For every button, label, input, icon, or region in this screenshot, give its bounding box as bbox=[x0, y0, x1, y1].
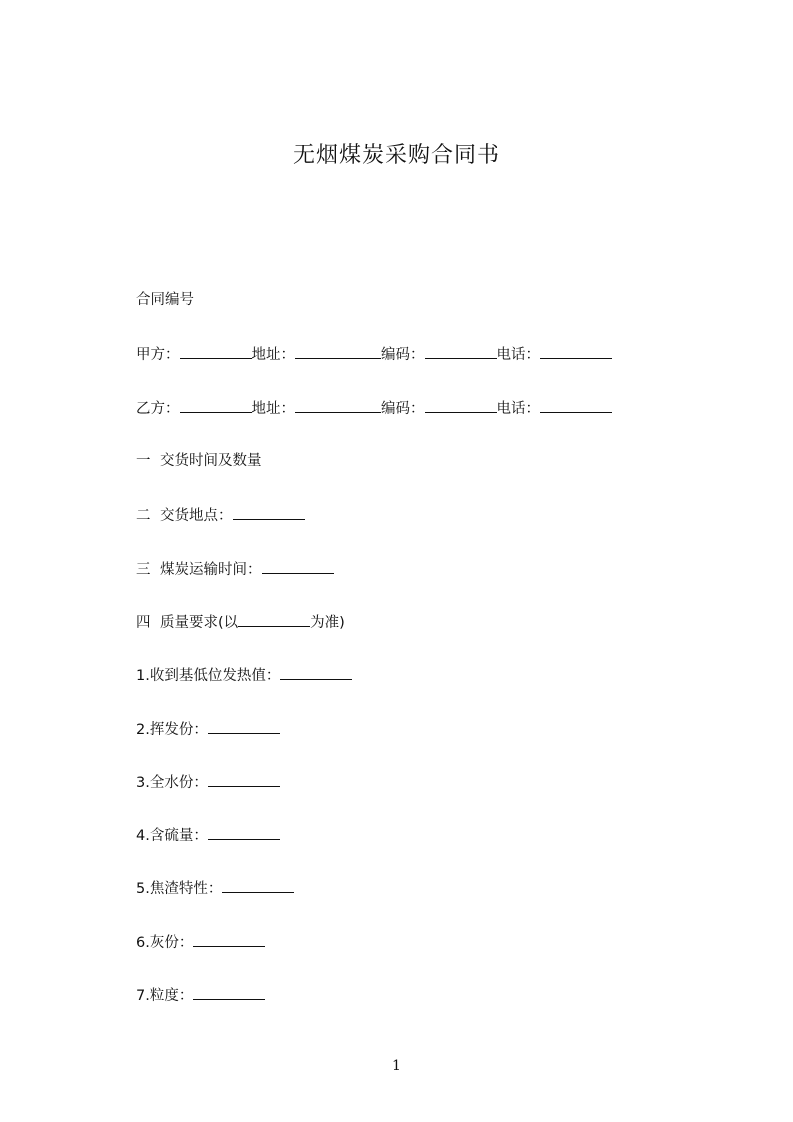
quality-item-blank[interactable] bbox=[193, 932, 265, 947]
party-a-phone-label: 电话： bbox=[496, 347, 540, 363]
party-a-phone-blank[interactable] bbox=[540, 344, 612, 359]
party-a-label: 甲方： bbox=[136, 347, 180, 363]
quality-item-label: 6.灰份： bbox=[136, 935, 194, 951]
section-1-text: 交货时间及数量 bbox=[160, 453, 262, 469]
party-b-name-blank[interactable] bbox=[180, 398, 252, 413]
quality-item bbox=[136, 985, 265, 1006]
quality-item-blank[interactable] bbox=[193, 985, 265, 1000]
quality-item-blank[interactable] bbox=[208, 772, 280, 787]
quality-item bbox=[136, 719, 280, 740]
party-b-phone-blank[interactable] bbox=[540, 398, 612, 413]
quality-standard-blank[interactable] bbox=[238, 612, 310, 627]
section-4-text-a: 质量要求(以 bbox=[160, 615, 239, 631]
section-4 bbox=[136, 612, 345, 633]
document-title: 无烟煤炭采购合同书 bbox=[292, 143, 500, 168]
party-a-name-blank[interactable] bbox=[180, 344, 252, 359]
quality-item bbox=[136, 665, 352, 686]
party-b-address-blank[interactable] bbox=[295, 398, 381, 413]
quality-item-label: 5.焦渣特性： bbox=[136, 881, 223, 897]
page-number: 1 bbox=[392, 1058, 401, 1074]
party-b-code-blank[interactable] bbox=[425, 398, 497, 413]
quality-item bbox=[136, 825, 280, 846]
quality-item bbox=[136, 932, 265, 953]
quality-item bbox=[136, 772, 280, 793]
party-b-phone-label: 电话： bbox=[496, 401, 540, 417]
section-3 bbox=[136, 559, 334, 580]
party-b-label: 乙方： bbox=[136, 401, 180, 417]
quality-item-blank[interactable] bbox=[208, 719, 280, 734]
section-1 bbox=[136, 451, 262, 471]
party-a-address-label: 地址： bbox=[251, 347, 295, 363]
party-b-code-label: 编码： bbox=[381, 401, 425, 417]
party-a-code-label: 编码： bbox=[381, 347, 425, 363]
section-1-number: 一 bbox=[136, 453, 151, 469]
quality-item-label: 1.收到基低位发热值： bbox=[136, 668, 281, 684]
quality-item-blank[interactable] bbox=[208, 825, 280, 840]
quality-item-blank[interactable] bbox=[280, 665, 352, 680]
section-3-number: 三 bbox=[136, 562, 151, 578]
quality-item bbox=[136, 878, 294, 899]
quality-item-blank[interactable] bbox=[222, 878, 294, 893]
party-a-code-blank[interactable] bbox=[425, 344, 497, 359]
quality-item-label: 4.含硫量： bbox=[136, 828, 208, 844]
transport-time-blank[interactable] bbox=[262, 559, 334, 574]
section-2-number: 二 bbox=[136, 508, 151, 524]
quality-item-label: 2.挥发份： bbox=[136, 722, 208, 738]
section-4-number: 四 bbox=[136, 615, 151, 631]
section-2-text: 交货地点： bbox=[160, 508, 233, 524]
party-a-address-blank[interactable] bbox=[295, 344, 381, 359]
party-b-address-label: 地址： bbox=[251, 401, 295, 417]
party-a-line bbox=[136, 344, 612, 365]
section-4-text-b: 为准) bbox=[310, 615, 345, 631]
quality-item-label: 7.粒度： bbox=[136, 988, 194, 1004]
party-b-line bbox=[136, 398, 612, 419]
section-3-text: 煤炭运输时间： bbox=[160, 562, 262, 578]
contract-number-label: 合同编号 bbox=[136, 292, 194, 308]
section-2 bbox=[136, 505, 305, 526]
delivery-location-blank[interactable] bbox=[233, 505, 305, 520]
quality-item-label: 3.全水份： bbox=[136, 775, 208, 791]
